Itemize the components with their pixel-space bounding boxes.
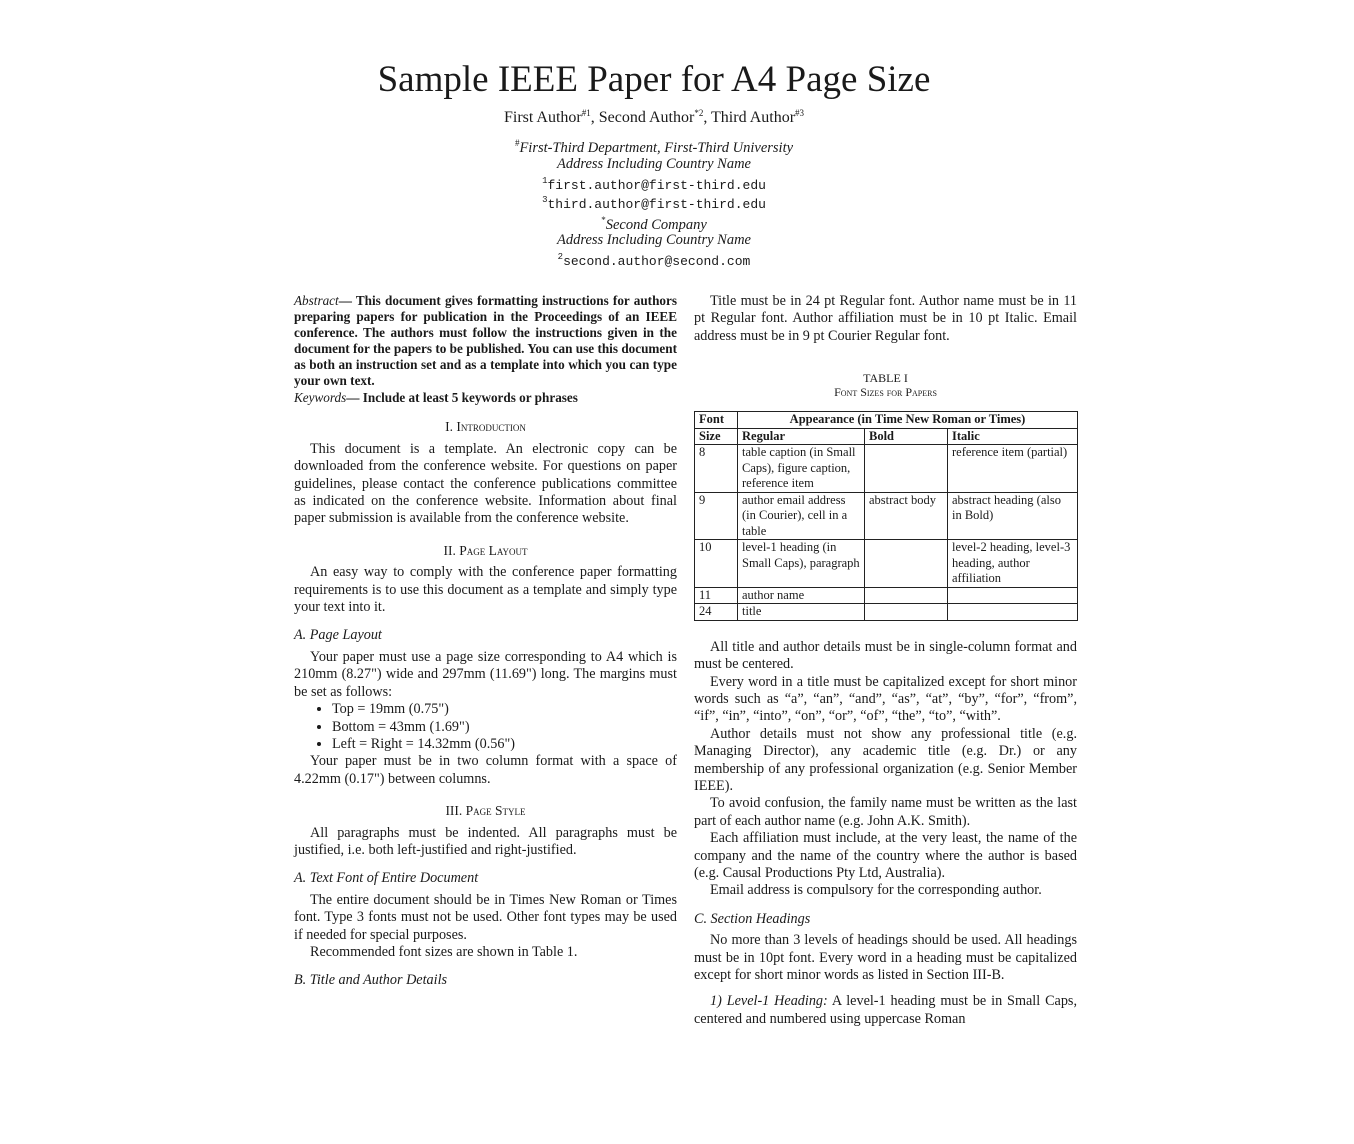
author-details-paragraph: Author details must not show any professional title (e.g. Managing Director), any academic title (e.g. Dr.) or any membership of any professional organization (e.g. Senior Member IEEE). [694, 725, 1077, 794]
subsection-heading-title-author: B. Title and Author Details [294, 972, 448, 989]
family-name-paragraph: To avoid confusion, the family name must be written as the last part of each author name (e.g. John A.K. Smith). [694, 795, 1077, 829]
intro-paragraph: This document is a template. An electronic copy can be downloaded from the conference website. For questions on paper guidelines, please contact the conference publications committee as indicated on the conference website. Information about final paper submission is available from the conference website. [294, 440, 677, 527]
table-header-regular: Regular [738, 428, 865, 445]
single-column-paragraph: All title and author details must be in single-column format and must be centered. [694, 638, 1077, 673]
author-list: First Author$^{\#1}$, Second Author$^{*2}$, Third Author$^{\#3}$ [503, 108, 805, 126]
author-3: Third Author [711, 109, 796, 126]
affiliation-2: *Second Company [601, 215, 707, 233]
style-paragraph: All paragraphs must be indented. All paragraphs must be justified, i.e. both left-justified and right-justified. [294, 824, 677, 858]
email-author-1: $^1$first.author@first-third.edu [542, 176, 766, 193]
table-header-appearance: Appearance (in Time New Roman or Times) [738, 412, 1078, 429]
table-header-size: Size [695, 428, 738, 445]
section-heading-page-style: III. Page Style [445, 803, 526, 819]
columns-paragraph: Your paper must be in two column format with a space of 4.22mm (0.17") between columns. [294, 753, 677, 787]
table-header-italic: Italic [948, 428, 1078, 445]
capitalization-paragraph: Every word in a title must be capitalized except for short minor words such as “a”, “an”, “and”, “as”, “at”, “by”, “for”, “from”, “if”, “in”, “into”, “on”, “or”, “of”, “the”, “to”, “with”. [694, 673, 1077, 725]
table-header-bold: Bold [865, 428, 948, 445]
paper-title: Sample IEEE Paper for A4 Page Size [377, 59, 931, 100]
margins-list [294, 701, 677, 753]
page-size-paragraph: Your paper must use a page size corresponding to A4 which is 210mm (8.27") wide and 297mm (11.69") long. The margins must be set as follows: [294, 648, 677, 700]
author-1-mark: #1 [581, 108, 591, 118]
table-row: 10 level-1 heading (in Small Caps), paragraph level-2 heading, level-3 heading, author affiliation [695, 540, 1078, 588]
keywords: Keywords— Include at least 5 keywords or phrases [294, 390, 578, 405]
table-row: 9 author email address (in Courier), cell in a table abstract body abstract heading (also in Bold) [695, 492, 1078, 540]
font-paragraph: The entire document should be in Times New Roman or Times font. Type 3 fonts must not be used. Other font types may be used if needed for special purposes. [294, 891, 677, 943]
section-heading-introduction: I. Introduction [445, 419, 526, 435]
title-font-paragraph: Title must be in 24 pt Regular font. Author name must be in 11 pt Regular font. Author affiliation must be in 10 pt Italic. Email address must be in 9 pt Courier Regular font. [694, 293, 1077, 344]
section-heading-page-layout: II. Page Layout [443, 542, 528, 558]
email-author-2: $^2$second.author@second.com [557, 252, 751, 269]
affiliation-1-address: Address Including Country Name [557, 156, 751, 172]
email-paragraph: Email address is compulsory for the corresponding author. [710, 882, 1042, 899]
abstract: Abstract— This document gives formatting instructions for authors preparing papers for publication in the Proceedings of an IEEE conference. The authors must follow the instructions given in the document for the papers to be published. You can use this document as both an instruction set and as a template into which you can type your own text. [294, 293, 677, 388]
right-column [694, 293, 1077, 1028]
subsection-heading-text-font: A. Text Font of Entire Document [294, 870, 479, 887]
table-header-font: Font [695, 412, 738, 429]
list-item: • Left = Right = 14.32mm (0.56") [332, 736, 677, 753]
author-2: Second Author [598, 109, 695, 126]
author-3-mark: #3 [795, 108, 805, 118]
headings-paragraph: No more than 3 levels of headings should be used. All headings must be in 10pt font. Every word in a heading must be capitalized except for short minor words as listed in Section III-B. [694, 932, 1077, 984]
table-row: 11 author name [695, 587, 1078, 604]
table-row: 24 title [695, 604, 1078, 621]
author-2-mark: *2 [694, 108, 704, 118]
subsection-heading-section-headings: C. Section Headings [694, 910, 811, 927]
table-caption: TABLE I Font Sizes for Papers [834, 371, 937, 400]
author-1: First Author [503, 109, 582, 126]
list-item: • Top = 19mm (0.75") [332, 701, 677, 718]
table-row: 8 table caption (in Small Caps), figure caption, reference item reference item (partial) [695, 445, 1078, 493]
email-author-3: $^3$third.author@first-third.edu [542, 195, 766, 212]
affiliation-paragraph: Each affiliation must include, at the very least, the name of the company and the name of the country where the author is based (e.g. Causal Productions Pty Ltd, Australia). [694, 830, 1077, 881]
left-column [294, 293, 677, 994]
font-size-paragraph: Recommended font sizes are shown in Table 1. [310, 943, 578, 960]
layout-paragraph: An easy way to comply with the conference paper formatting requirements is to use this document as a template and simply type your text into it. [294, 564, 677, 616]
level1-heading-paragraph: 1) Level-1 Heading: A level-1 heading must be in Small Caps, centered and numbered using uppercase Roman [694, 993, 1077, 1027]
list-item: • Bottom = 43mm (1.69") [332, 719, 677, 736]
font-size-table [694, 411, 1078, 621]
subsection-heading-page-layout: A. Page Layout [294, 627, 382, 644]
affiliation-1: #First-Third Department, First-Third University [514, 138, 794, 156]
affiliation-2-address: Address Including Country Name [557, 232, 751, 248]
